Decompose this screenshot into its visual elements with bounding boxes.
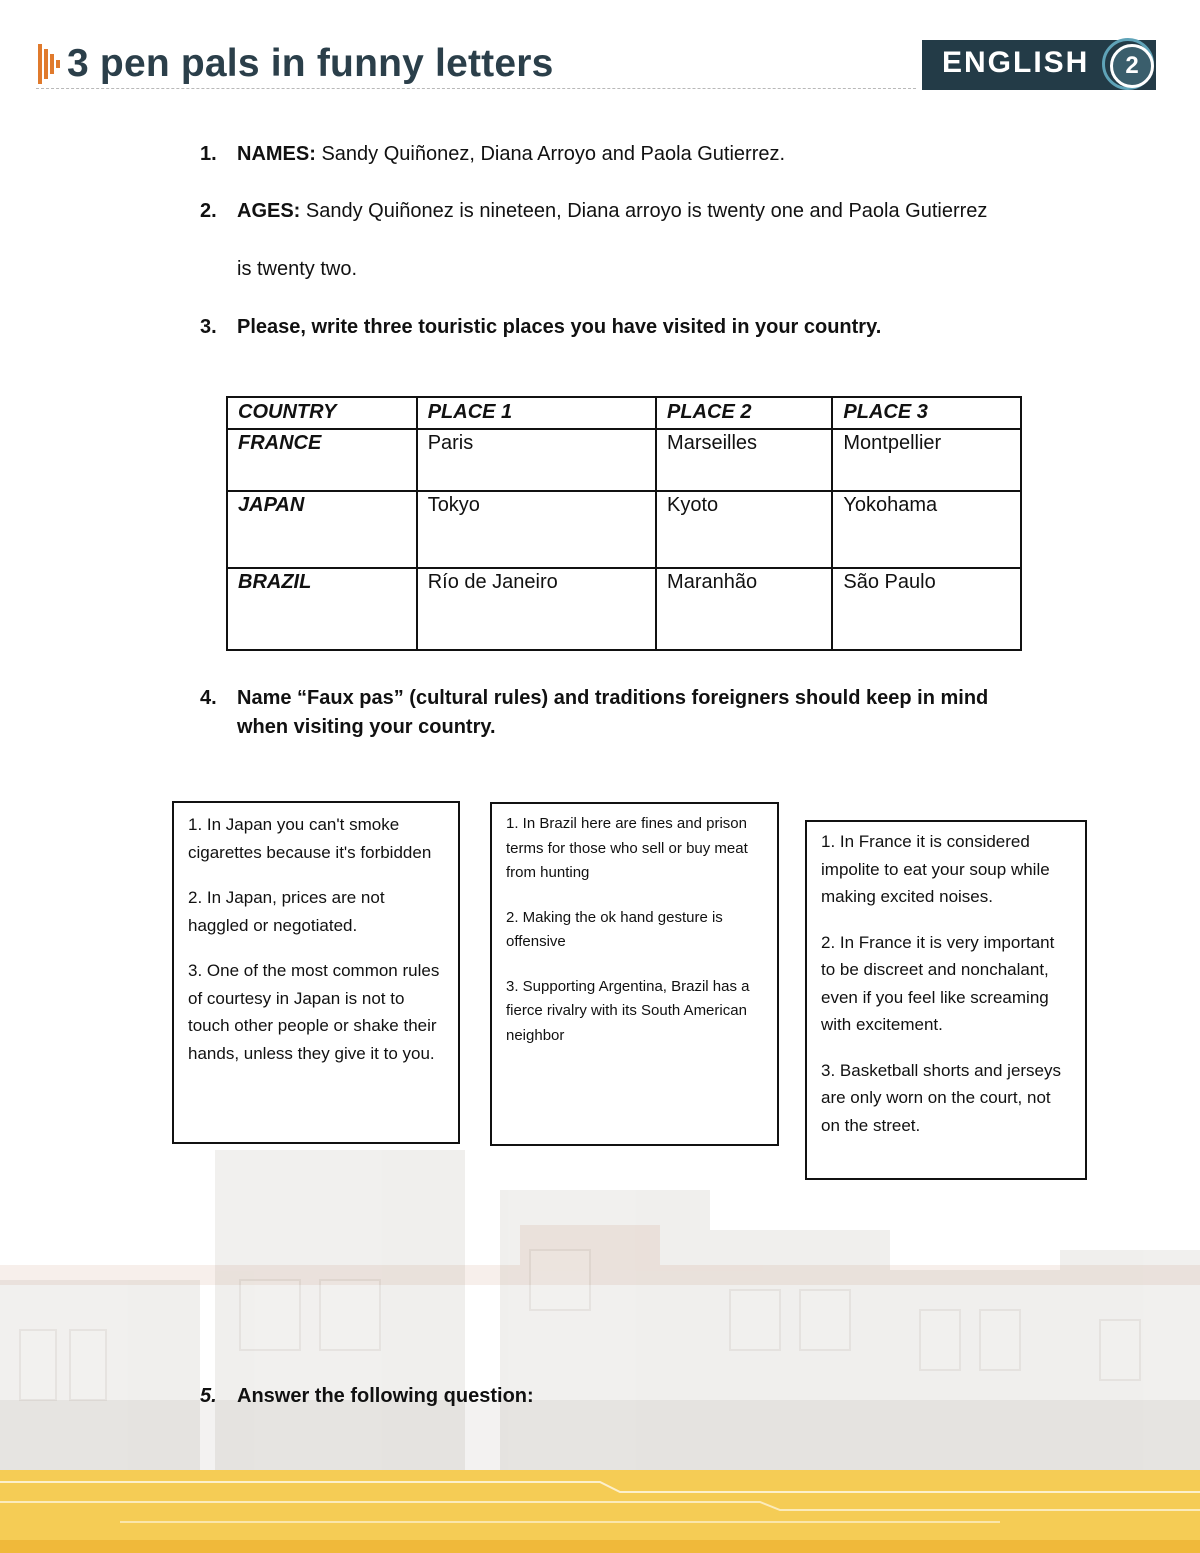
question-answer: Sandy Quiñonez, Diana Arroyo and Paola Gutierrez.	[315, 143, 786, 165]
table-cell-country: BRAZIL	[227, 568, 417, 650]
question-body	[237, 197, 1037, 226]
table-cell-country: JAPAN	[227, 491, 417, 568]
faux-pas-item: 1. In France it is considered impolite to eat your soup while making excited noises.	[821, 832, 1050, 906]
question-prompt-line: Name “Faux pas” (cultural rules) and traditions foreigners should keep in mind	[237, 687, 989, 709]
question-number: 2.	[200, 200, 217, 222]
faux-pas-item: 2. In Japan, prices are not haggled or negotiated.	[188, 888, 385, 935]
table-cell: Tokyo	[417, 491, 656, 568]
question-label: NAMES:	[237, 143, 316, 165]
table-cell: Río de Janeiro	[417, 568, 656, 650]
table-cell: Montpellier	[832, 429, 1021, 491]
town-background-illustration	[0, 1130, 1200, 1553]
table-cell: Yokohama	[832, 491, 1021, 568]
table-header-cell: COUNTRY	[227, 397, 417, 429]
faux-pas-item: 1. In Brazil here are fines and prison terms for those who sell or buy meat from hunting	[506, 815, 748, 881]
table-row	[227, 491, 1021, 568]
table-cell: Marseilles	[656, 429, 832, 491]
faux-pas-item: 2. Making the ok hand gesture is offensive	[506, 908, 723, 950]
header-divider	[36, 88, 916, 89]
question-number: 5.	[200, 1385, 217, 1407]
question-number: 3.	[200, 316, 217, 338]
brand-logo-icon	[38, 44, 64, 84]
question-prompt	[237, 684, 1037, 742]
table-cell: Maranhão	[656, 568, 832, 650]
faux-pas-box-france	[805, 820, 1087, 1180]
question-number: 1.	[200, 143, 217, 165]
faux-pas-item: 1. In Japan you can't smoke cigarettes because it's forbidden	[188, 815, 432, 862]
table-header-cell: PLACE 1	[417, 397, 656, 429]
question-answer-continued: is twenty two.	[237, 258, 358, 280]
faux-pas-item: 3. One of the most common rules of courtesy in Japan is not to touch other people or shake their hands, unless they give it to you.	[188, 961, 440, 1063]
faux-pas-item: 3. Supporting Argentina, Brazil has a fierce rivalry with its South American neighbor	[506, 977, 750, 1044]
touristic-places-table	[226, 396, 1022, 651]
table-cell: São Paulo	[832, 568, 1021, 650]
course-badge	[922, 40, 1156, 90]
table-cell: Paris	[417, 429, 656, 491]
table-cell-country: FRANCE	[227, 429, 417, 491]
table-header-cell: PLACE 3	[832, 397, 1021, 429]
faux-pas-box-japan	[172, 801, 460, 1144]
table-cell: Kyoto	[656, 491, 832, 568]
question-answer: Sandy Quiñonez is nineteen, Diana arroyo is twenty one and Paola Gutierrez	[300, 200, 988, 222]
question-prompt: Please, write three touristic places you have visited in your country.	[237, 316, 882, 338]
question-number: 4.	[200, 687, 217, 709]
faux-pas-box-brazil	[490, 802, 779, 1146]
table-header-row	[227, 397, 1021, 429]
table-row	[227, 568, 1021, 650]
course-badge-label: ENGLISH	[942, 46, 1090, 79]
question-body	[237, 140, 1037, 169]
question-prompt: Answer the following question:	[237, 1385, 534, 1407]
question-label: AGES:	[237, 200, 301, 222]
page-title: 3 pen pals in funny letters	[67, 42, 554, 85]
faux-pas-item: 2. In France it is very important to be discreet and nonchalant, even if you feel like screaming with excitement.	[821, 932, 1055, 1034]
faux-pas-item: 3. Basketball shorts and jerseys are only worn on the court, not on the street.	[821, 1060, 1062, 1135]
course-level-number: 2	[1110, 44, 1154, 88]
page-header	[36, 36, 1160, 96]
question-prompt-line: when visiting your country.	[237, 716, 496, 738]
table-row	[227, 429, 1021, 491]
table-header-cell: PLACE 2	[656, 397, 832, 429]
